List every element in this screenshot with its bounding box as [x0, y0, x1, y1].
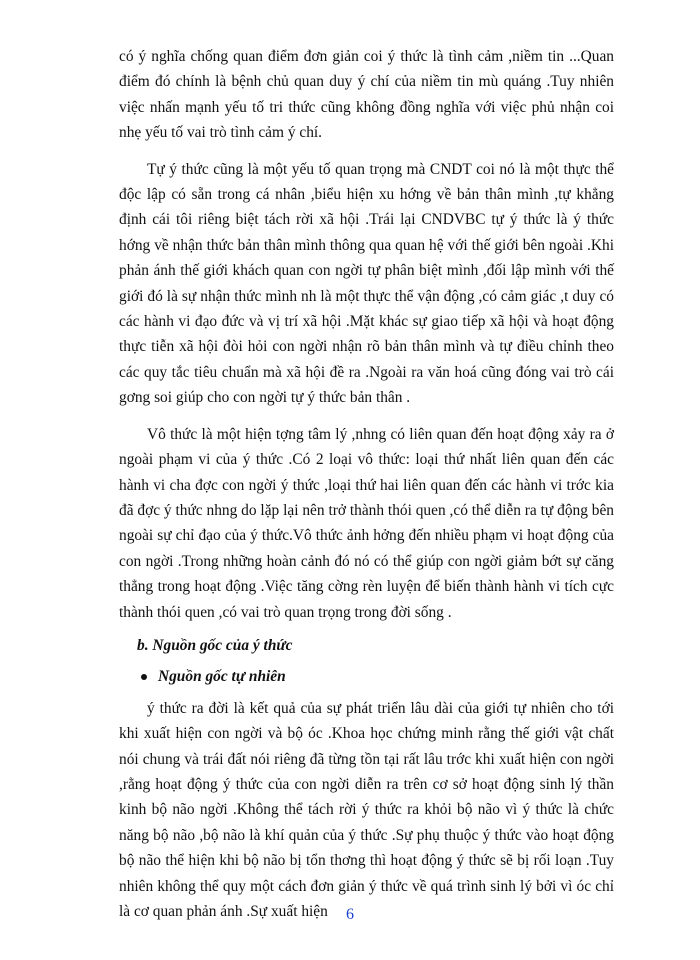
paragraph-natural-origin: ý thức ra đời là kết quả của sự phát triển lâu dài của giới tự nhiên cho tới khi xuất hiện con ngời và bộ óc .Khoa học chứng minh rằng thế giới vật chất nói chung và trái đất nói riêng đã từng tồn tại rất lâu trớc khi xuất hiện con ngời ,rằng hoạt động ý thức của con ngời diễn ra trên cơ sở hoạt động sinh lý thần kinh bộ não ngời .Không thể tách rời ý thức ra khỏi bộ não vì ý thức là chức năng bộ não ,bộ não là khí quản của ý thức .Sự phụ thuộc ý thức vào hoạt động bộ não thể hiện khi bộ não bị tổn thơng thì hoạt động ý thức sẽ bị rối loạn .Tuy nhiên không thể quy một cách đơn giản ý thức về quá trình sinh lý bởi vì óc chỉ là cơ quan phản ánh .Sự xuất hiện [119, 699, 614, 920]
section-heading: b. Nguồn gốc của ý thức [137, 636, 293, 654]
paragraph-self-consciousness: Tự ý thức cũng là một yếu tố quan trọng mà CNDT coi nó là một thực thể độc lập có sẵn trong cá nhân ,biểu hiện xu hớng về bản thân mình ,tự khẳng định cái tôi riêng biệt tách rời xã hội .Trái lại CNDVBC tự ý thức là ý thức hớng về nhận thức bản thân mình thông qua quan hệ với thế giới bên ngoài .Khi phản ánh thế giới khách quan con ngời tự phân biệt mình ,đối lập mình với thế giới đó là sự nhận thức mình nh là một thực thể vận động ,có cảm giác ,t duy có các hành vi đạo đức và vị trí xã hội .Mặt khác sự giao tiếp xã hội và hoạt động thực tiễn xã hội đòi hỏi con ngời nhận rõ bản thân mình và tự điều chỉnh theo các quy tắc tiêu chuẩn mà xã hội đề ra .Ngoài ra văn hoá cũng đóng vai trò cái gơng soi giúp cho con ngời tự ý thức bản thân . [119, 160, 614, 407]
page-number: 6 [346, 906, 354, 923]
bullet-heading [141, 664, 614, 689]
paragraph-unconscious: Vô thức là một hiện tợng tâm lý ,nhng có liên quan đến hoạt động xảy ra ở ngoài phạm vi của ý thức .Có 2 loại vô thức: loại thứ nhất liên quan đến các hành vi cha đợc con ngời ý thức ,loại thứ hai liên quan đến các hành vi trớc kia đã đợc ý thức nhng do lặp lại nên trở thành thói quen ,có thể diễn ra tự động bên ngoài sự chỉ đạo của ý thức.Vô thức ảnh hởng đến nhiều phạm vi hoạt động của con ngời .Trong những hoàn cảnh đó nó có thể giúp con ngời giảm bớt sự căng thẳng trong hoạt động .Việc tăng cờng rèn luyện để biến thành hành vi tích cực thành thói quen ,có vai trò quan trọng trong đời sống . [119, 425, 614, 621]
bullet-dot-icon [141, 674, 147, 680]
paragraph-continuation: có ý nghĩa chống quan điểm đơn giản coi ý thức là tình cảm ,niềm tin ...Quan điểm đó chính là bệnh chủ quan duy ý chí của niềm tin mù quáng .Tuy nhiên việc nhấn mạnh yếu tố tri thức cũng không đồng nghĩa với việc phủ nhận coi nhẹ yếu tố vai trò tình cảm ý chí. [119, 48, 614, 142]
bullet-heading-text: Nguồn gốc tự nhiên [158, 668, 286, 686]
page-body [119, 44, 614, 924]
